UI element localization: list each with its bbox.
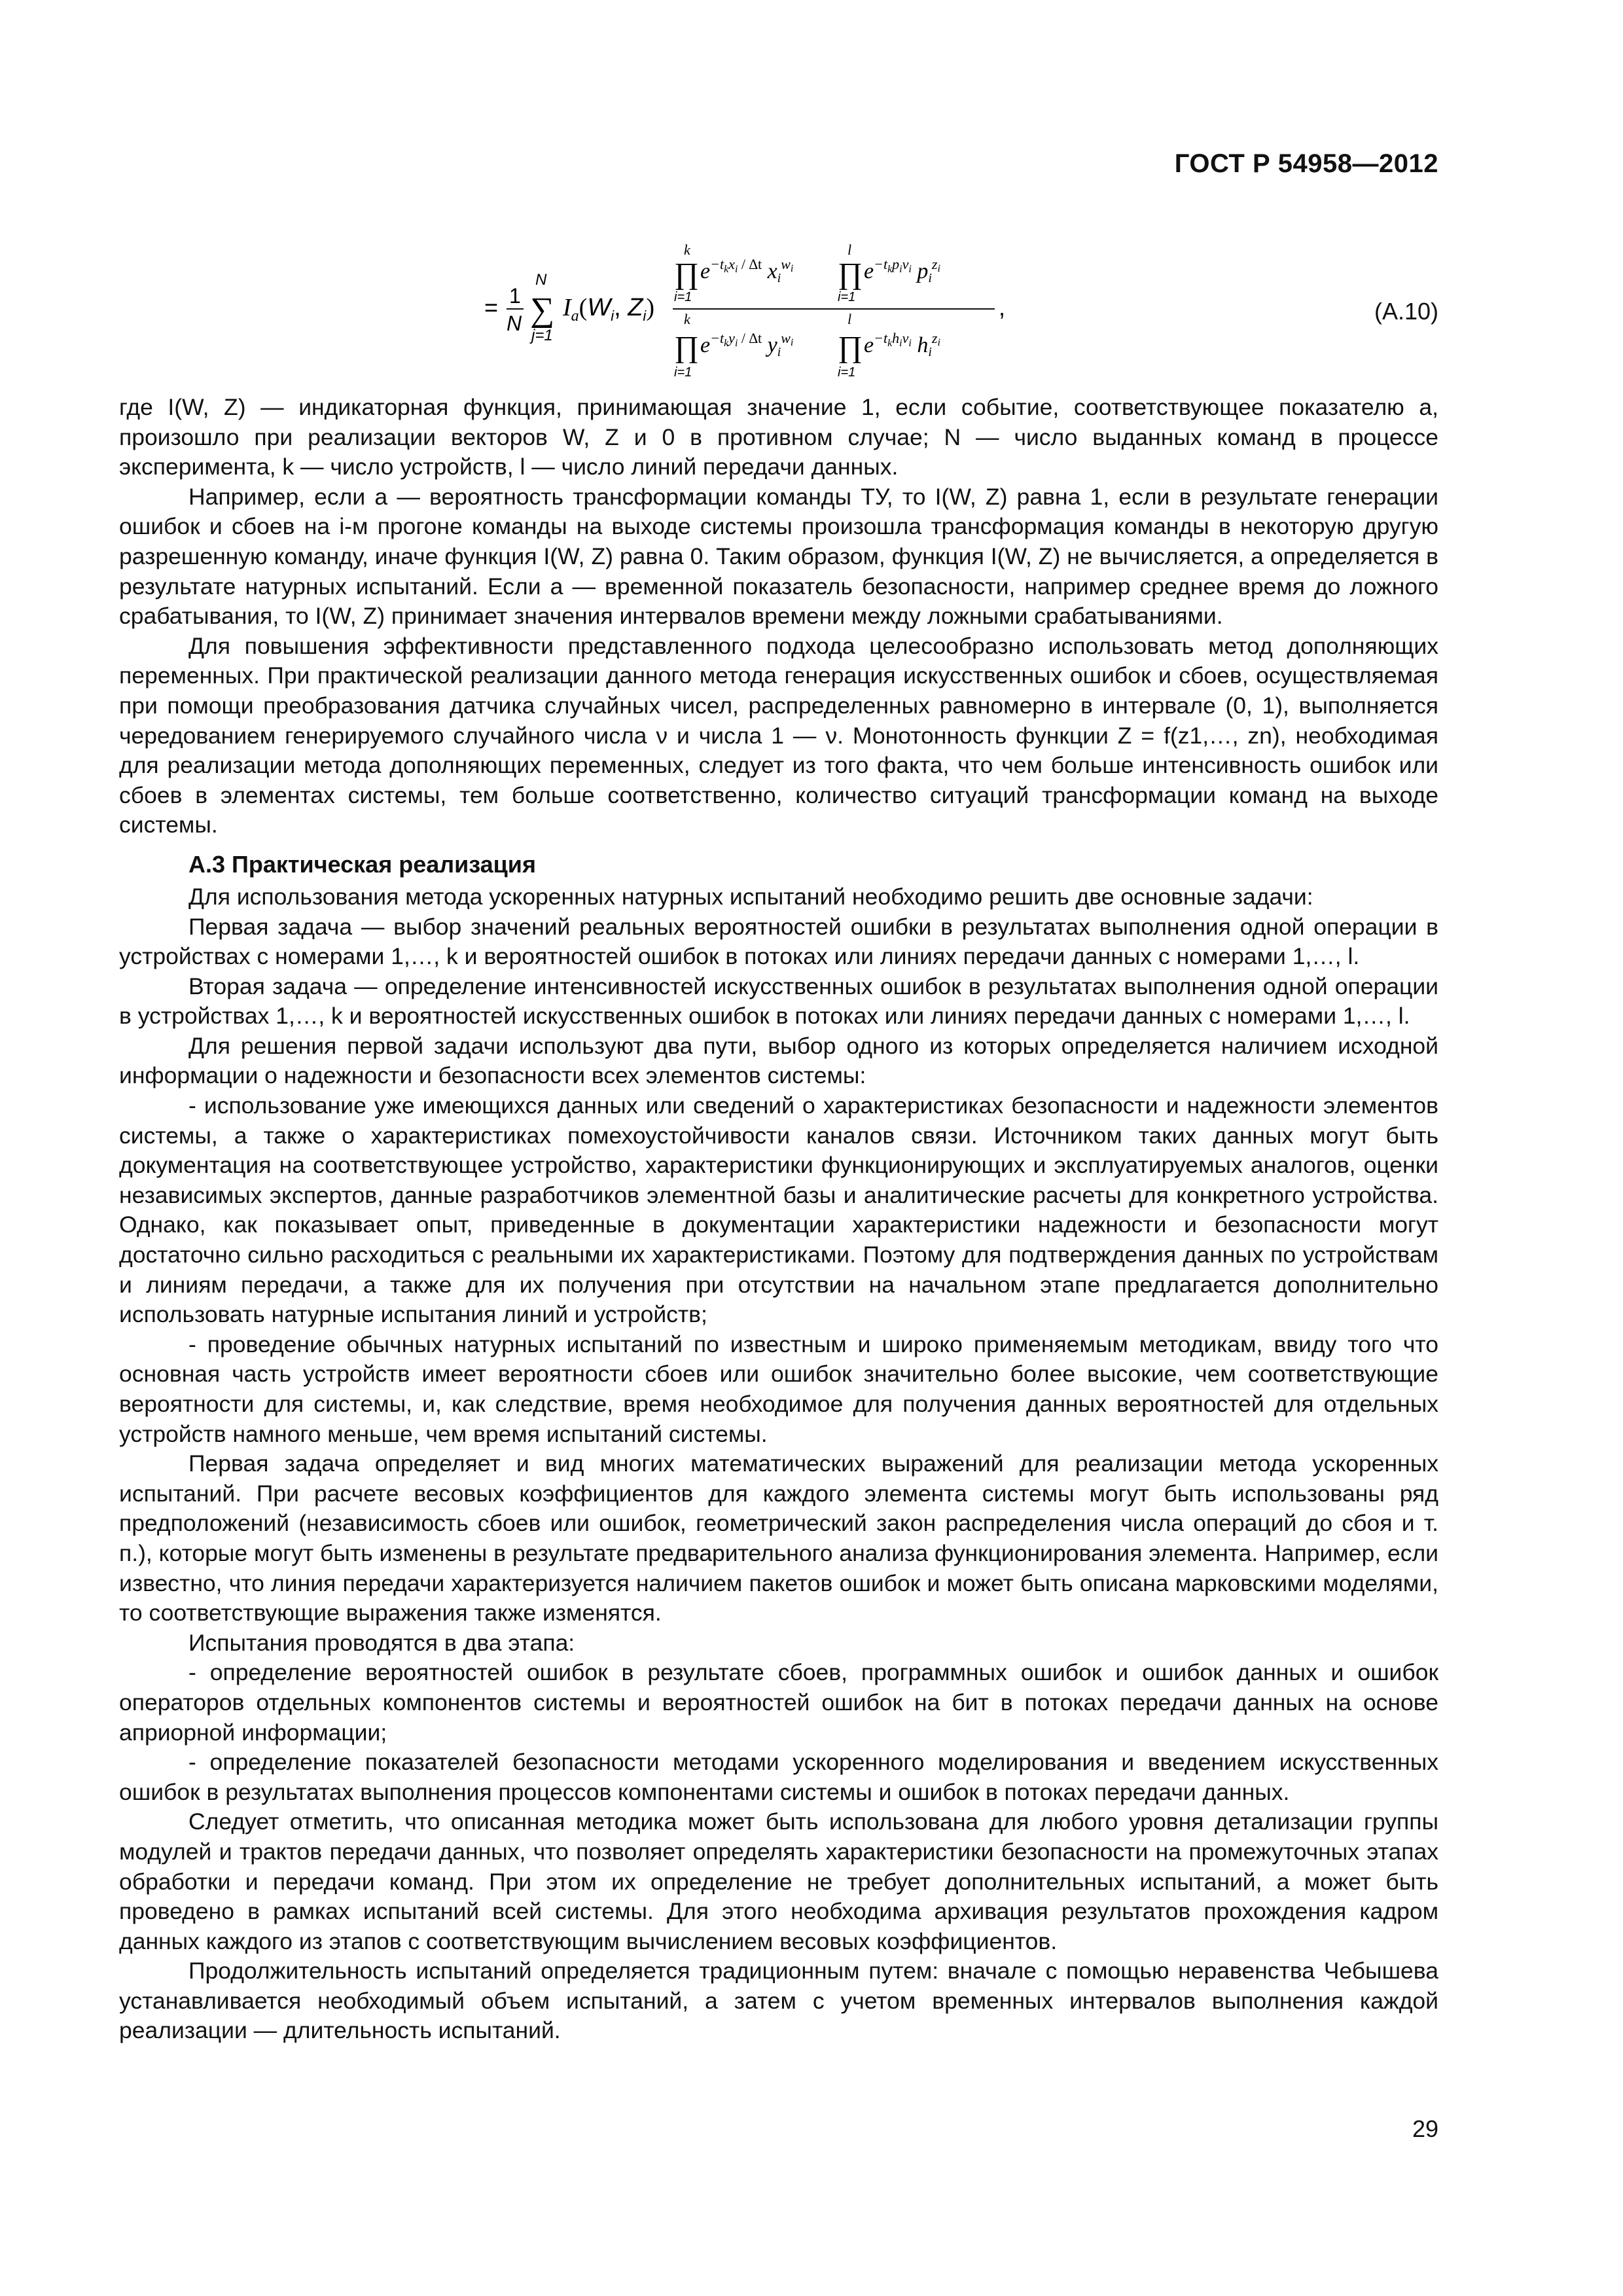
formula-sum-sub: j=1 [531,327,553,344]
svg-text:k: k [684,311,690,327]
list-item: - определение вероятностей ошибок в результате сбоев, программных ошибок и ошибок данных и ошибок операторов отдельных компонентов системы и вероятностей ошибок на бит в потоках передачи данных на основе априорной информации; [119,1659,1438,1746]
svg-text:i=1: i=1 [674,290,692,304]
paragraph: Следует отметить, что описанная методика может быть использована для любого уровня детализации группы модулей и трактов передачи данных, что позволяет определять характеристики безопасности на промежуточных этапах обработки и передачи команд. При этом их определение не требует дополнительных испытаний, а может быть проведено в рамках испытаний всей системы. Для этого необходима архивация результатов прохождения кадром данных каждого из этапов с соответствующим вычислением весовых коэффициентов. [119,1808,1438,1954]
formula-frac-den: N [507,312,522,335]
paragraph: Для использования метода ускоренных натурных испытаний необходимо решить две основные задачи: [188,883,1313,910]
paragraph: Для решения первой задачи используют два пути, выбор одного из которых определяется наличием исходной информации о надежности и безопасности всех элементов системы: [119,1032,1438,1089]
svg-text:∏: ∏ [838,257,863,290]
svg-text:k: k [684,242,690,258]
paragraph: Продолжительность испытаний определяется традиционным путем: вначале с помощью неравенства Чебышева устанавливается необходимый объем испытаний, а затем с учетом временных интервалов выполнения каждой реализации — длительность испытаний. [119,1958,1438,2044]
paragraph: Например, если а — вероятность трансформации команды ТУ, то I(W, Z) равна 1, если в результате генерации ошибок и сбоев на i-м прогоне команды на выходе системы произошла трансформация команды в некоторую другую разрешенную команду, иначе функция I(W, Z) равна 0. Таким образом, функция I(W, Z) не вычисляется, а определяется в результате натурных испытаний. Если а — временной показатель безопасности, например среднее время до ложного срабатывания, то I(W, Z) принимает значения интервалов времени между ложными срабатываниями. [119,483,1438,630]
formula-a10 [458,232,1178,396]
formula-sum-sup: N [535,271,547,289]
page-number: 29 [1412,2115,1438,2142]
svg-text:l: l [847,311,852,327]
svg-text:e−tkpivi pizi: $e^{-t_kp_iv_i}$ $pi^zi$ [864,256,940,285]
section-title: А.3 Практическая реализация [188,850,536,878]
equation-number: (А.10) [1374,298,1438,325]
svg-text:e−tkyi / ∆t yiwi: $e^{-t_ky_i / \Delta t}$ $yi^wi$ [700,330,794,359]
formula-frac-num: 1 [509,284,521,308]
formula-comma: , [999,294,1006,321]
paragraph: Испытания проводятся в два этапа: [188,1629,575,1656]
svg-text:i=1: i=1 [674,365,692,380]
paragraph: Вторая задача — определение интенсивностей искусственных ошибок в результатах выполнения одной операции в устройствах 1,…, k и вероятностей искусственных ошибок в потоках или линиях передачи данных с номерами 1,…, l. [119,973,1438,1030]
formula-sum-sign: ∑ [530,291,555,329]
svg-text:e−tkhivi hizi: $e^{-t_kh_iv_i}$ $hi^zi$ [864,330,940,359]
svg-text:i=1: i=1 [838,365,856,380]
svg-text:∏: ∏ [674,330,699,363]
body-text [119,393,1438,2046]
svg-text:e−tkxi / ∆t xiwi: $e^{-t_kx_i / \Delta t}$ $xi^wi$ [700,256,794,285]
svg-text:∏: ∏ [838,330,863,363]
svg-text:∏: ∏ [674,257,699,290]
svg-text:l: l [847,242,852,258]
list-item: - использование уже имеющихся данных или сведений о характеристиках безопасности и надежности элементов системы, а также о характеристиках помехоустойчивости каналов связи. Источником таких данных могут быть документация на соответствующее устройство, характеристики функционирующих и эксплуатируемых аналогов, оценки независимых экспертов, данные разработчиков элементной базы и аналитические расчеты для конкретного устройства. Однако, как показывает опыт, приведенные в документации характеристики надежности и безопасности могут достаточно сильно расходиться с реальными их характеристиками. Поэтому для подтверждения данных по устройствам и линиям передачи, а также для их получения при отсутствии на начальном этапе предлагается дополнительно использовать натурные испытания линий и устройств; [119,1092,1438,1328]
paragraph: где I(W, Z) — индикаторная функция, принимающая значение 1, если событие, соответствующее показателю а, произошло при реализации векторов W, Z и 0 в противном случае; N — число выданных команд в процессе эксперимента, k — число устройств, l — число линий передачи данных. [119,394,1438,480]
list-item: - проведение обычных натурных испытаний по известным и широко применяемым методикам, ввиду того что основная часть устройств имеет вероятности сбоев или ошибок значительно более высокие, чем соответствующие вероятности для системы, и, как следствие, время необходимое для получения данных вероятностей для отдельных устройств намного меньше, чем время испытаний системы. [119,1331,1438,1447]
list-item: - определение показателей безопасности методами ускоренного моделирования и введением искусственных ошибок в результатах выполнения процессов компонентами системы и ошибок в потоках передачи данных. [119,1749,1438,1805]
paragraph: Первая задача определяет и вид многих математических выражений для реализации метода ускоренных испытаний. При расчете весовых коэффициентов для каждого элемента системы могут быть использованы ряд предположений (независимость сбоев или ошибок, геометрический закон распределения числа операций до сбоя и т. п.), которые могут быть изменены в результате предварительного анализа функционирования элемента. Например, если известно, что линия передачи характеризуется наличием пакетов ошибок и может быть описана марковскими моделями, то соответствующие выражения также изменятся. [119,1450,1438,1626]
paragraph: Для повышения эффективности представленного подхода целесообразно использовать метод дополняющих переменных. При практической реализации данного метода генерация искусственных ошибок и сбоев, осуществляемая при помощи преобразования датчика случайных чисел, распределенных равномерно в интервале (0, 1), выполняется чередованием генерируемого случайного числа ν и числа 1 — ν. Монотонность функции Z = f(z1,…, zn), необходимая для реализации метода дополняющих переменных, следует из того факта, что чем больше интенсивность ошибок или сбоев в элементах системы, тем больше соответственно, количество ситуаций трансформации команд на выходе системы. [119,632,1438,838]
document-code: ГОСТ Р 54958—2012 [1174,149,1438,178]
formula-equals: = [484,294,499,321]
svg-text:i=1: i=1 [838,290,856,304]
paragraph: Первая задача — выбор значений реальных вероятностей ошибки в результатах выполнения одной операции в устройствах с номерами 1,…, k и вероятностей ошибок в потоках или линиях передачи данных с номерами 1,…, l. [119,913,1438,970]
formula-indicator: $I_a(W_i$, $Z_i$) [563,294,654,325]
